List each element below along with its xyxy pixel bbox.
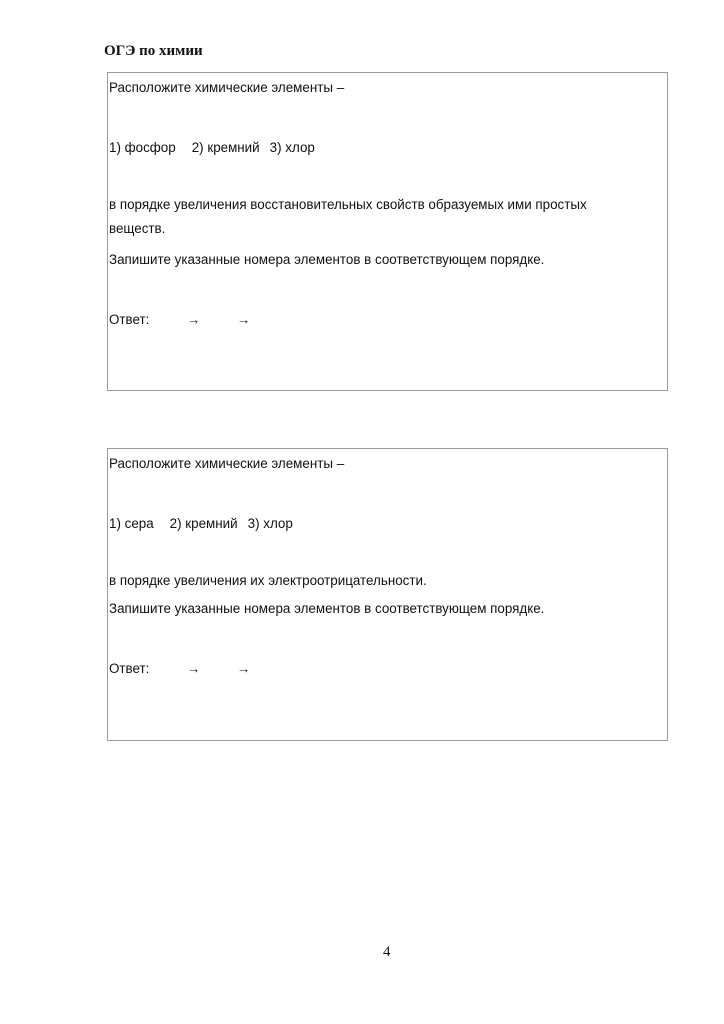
option-3: 3) хлор bbox=[269, 140, 315, 155]
task-instruction: Запишите указанные номера элементов в соответствующем порядке. bbox=[109, 252, 545, 267]
answer-row bbox=[109, 310, 639, 330]
answer-label: Ответ: bbox=[109, 661, 150, 676]
option-1: 1) сера bbox=[109, 516, 154, 531]
task-box-1 bbox=[107, 72, 668, 391]
page-number: 4 bbox=[383, 944, 391, 960]
task-intro: Расположите химические элементы – bbox=[109, 80, 345, 95]
task-condition: в порядке увеличения их электроотрицательности. bbox=[109, 573, 427, 588]
option-2: 2) кремний bbox=[169, 516, 238, 531]
task-options bbox=[109, 514, 639, 534]
arrow-icon: → bbox=[187, 661, 201, 676]
option-1: 1) фосфор bbox=[109, 140, 176, 155]
option-2: 2) кремний bbox=[191, 140, 260, 155]
task-intro: Расположите химические элементы – bbox=[109, 456, 345, 471]
arrow-icon: → bbox=[237, 312, 251, 327]
arrow-icon: → bbox=[187, 312, 201, 327]
task-options bbox=[109, 138, 639, 158]
task-instruction: Запишите указанные номера элементов в соответствующем порядке. bbox=[109, 601, 545, 616]
option-3: 3) хлор bbox=[247, 516, 293, 531]
answer-row bbox=[109, 659, 639, 679]
task-box-2 bbox=[107, 448, 668, 741]
answer-label: Ответ: bbox=[109, 312, 150, 327]
task-condition: в порядке увеличения восстановительных свойств образуемых ими простых веществ. bbox=[109, 197, 587, 236]
arrow-icon: → bbox=[237, 661, 251, 676]
page-header-title: ОГЭ по химии bbox=[104, 43, 203, 59]
